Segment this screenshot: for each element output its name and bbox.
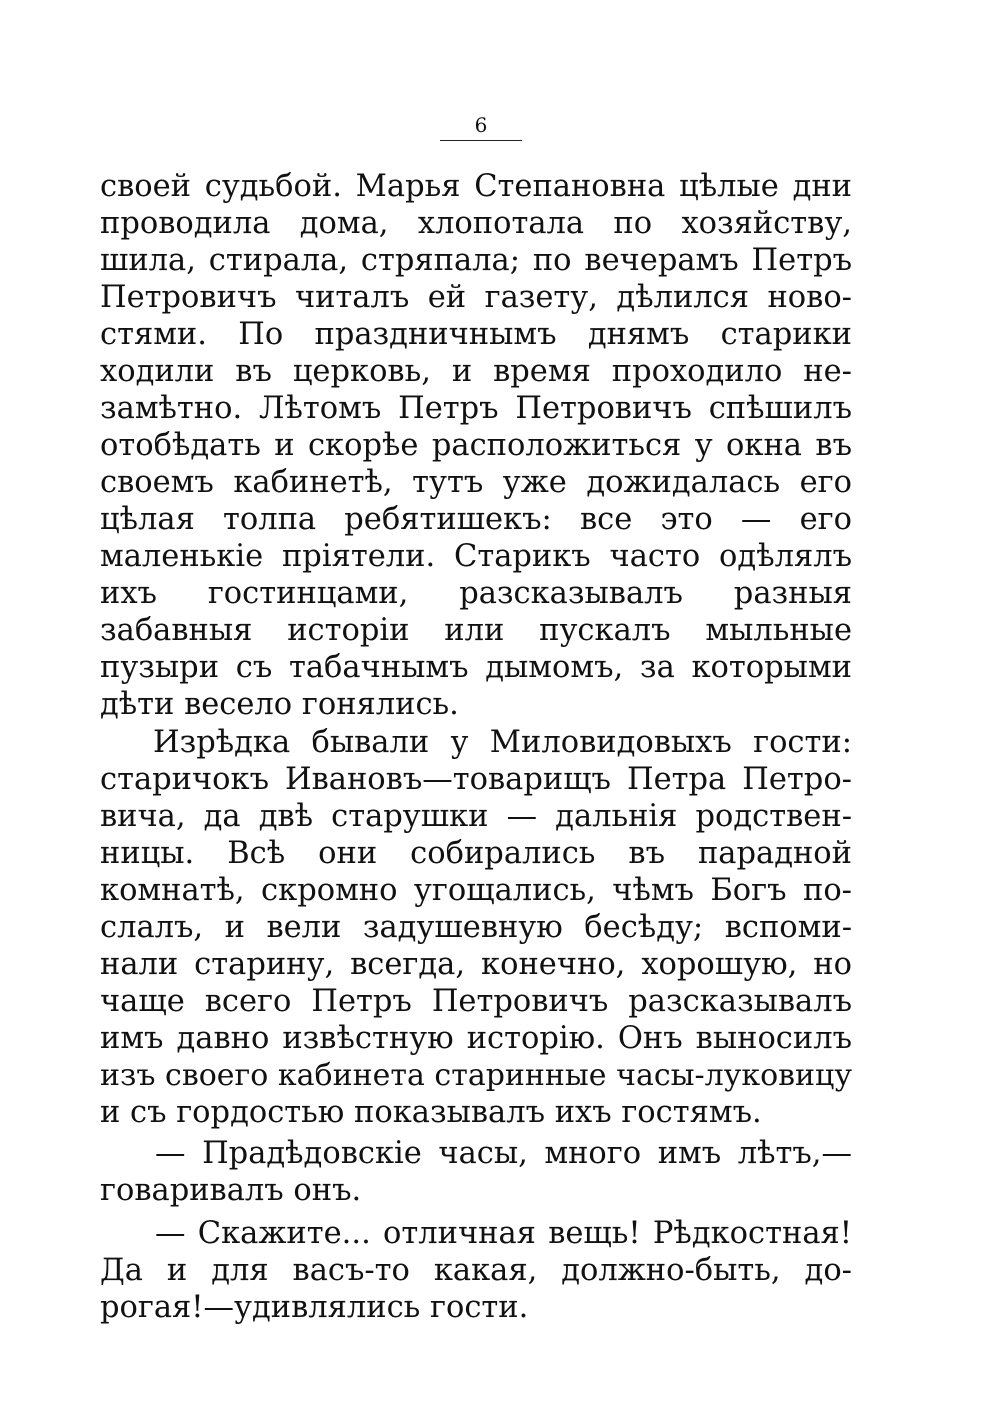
- text-line: Да и для васъ-то какая, должно-быть, до-: [100, 1253, 852, 1288]
- text-line: — Скажите... отличная вещь! Рѣдкостная!: [155, 1216, 852, 1251]
- text-line: своемъ кабинетѣ, тутъ уже дожидалась его: [100, 465, 852, 500]
- text-line: стями. По праздничнымъ днямъ старики: [100, 317, 852, 352]
- text-line: нали старину, всегда, конечно, хорошую, но: [100, 947, 852, 982]
- text-line: старичокъ Ивановъ—товарищъ Петра Петро-: [100, 762, 852, 797]
- text-line: ходили въ церковь, и время проходило не-: [100, 354, 852, 389]
- text-line: шила, стирала, стряпала; по вечерамъ Петръ: [100, 243, 852, 278]
- text-line: маленькіе пріятели. Старикъ часто одѣлялъ: [100, 539, 852, 574]
- text-line: говаривалъ онъ.: [100, 1173, 362, 1208]
- text-line: Петровичъ читалъ ей газету, дѣлился ново-: [100, 280, 852, 315]
- text-line: своей судьбой. Марья Степановна цѣлые дни: [100, 169, 852, 204]
- text-line: имъ давно извѣстную исторію. Онъ выносилъ: [100, 1021, 852, 1056]
- text-line: ницы. Всѣ они собирались въ парадной: [100, 836, 852, 871]
- text-line: комнатѣ, скромно угощались, чѣмъ Богъ по-: [100, 873, 852, 908]
- text-line: проводила дома, хлопотала по хозяйству,: [100, 206, 852, 241]
- text-line: и съ гордостью показывалъ ихъ гостямъ.: [100, 1095, 762, 1130]
- text-line: пузыри съ табачнымъ дымомъ, за которыми: [100, 650, 852, 685]
- text-line: цѣлая толпа ребятишекъ: все это — его: [100, 502, 852, 537]
- text-line: изъ своего кабинета старинные часы-луковицу: [100, 1058, 852, 1093]
- text-line: чаще всего Петръ Петровичъ разсказывалъ: [100, 984, 852, 1019]
- page-number: 6: [474, 113, 488, 137]
- text-line: дѣти весело гонялись.: [100, 687, 459, 722]
- text-line: рогая!—удивлялись гости.: [100, 1290, 529, 1325]
- page-number-rule: [440, 140, 522, 141]
- text-line: вича, да двѣ старушки — дальнія родствен-: [100, 799, 852, 834]
- text-line: забавныя исторіи или пускалъ мыльные: [100, 613, 852, 648]
- text-line: отобѣдать и скорѣе расположиться у окна въ: [100, 428, 852, 463]
- text-line: слалъ, и вели задушевную бесѣду; вспоми-: [100, 910, 852, 945]
- text-line: — Прадѣдовскіе часы, много имъ лѣтъ,—: [155, 1136, 852, 1171]
- text-line: ихъ гостинцами, разсказывалъ разныя: [100, 576, 852, 611]
- text-line: Изрѣдка бывали у Миловидовыхъ гости:: [153, 725, 852, 760]
- text-line: замѣтно. Лѣтомъ Петръ Петровичъ спѣшилъ: [100, 391, 852, 426]
